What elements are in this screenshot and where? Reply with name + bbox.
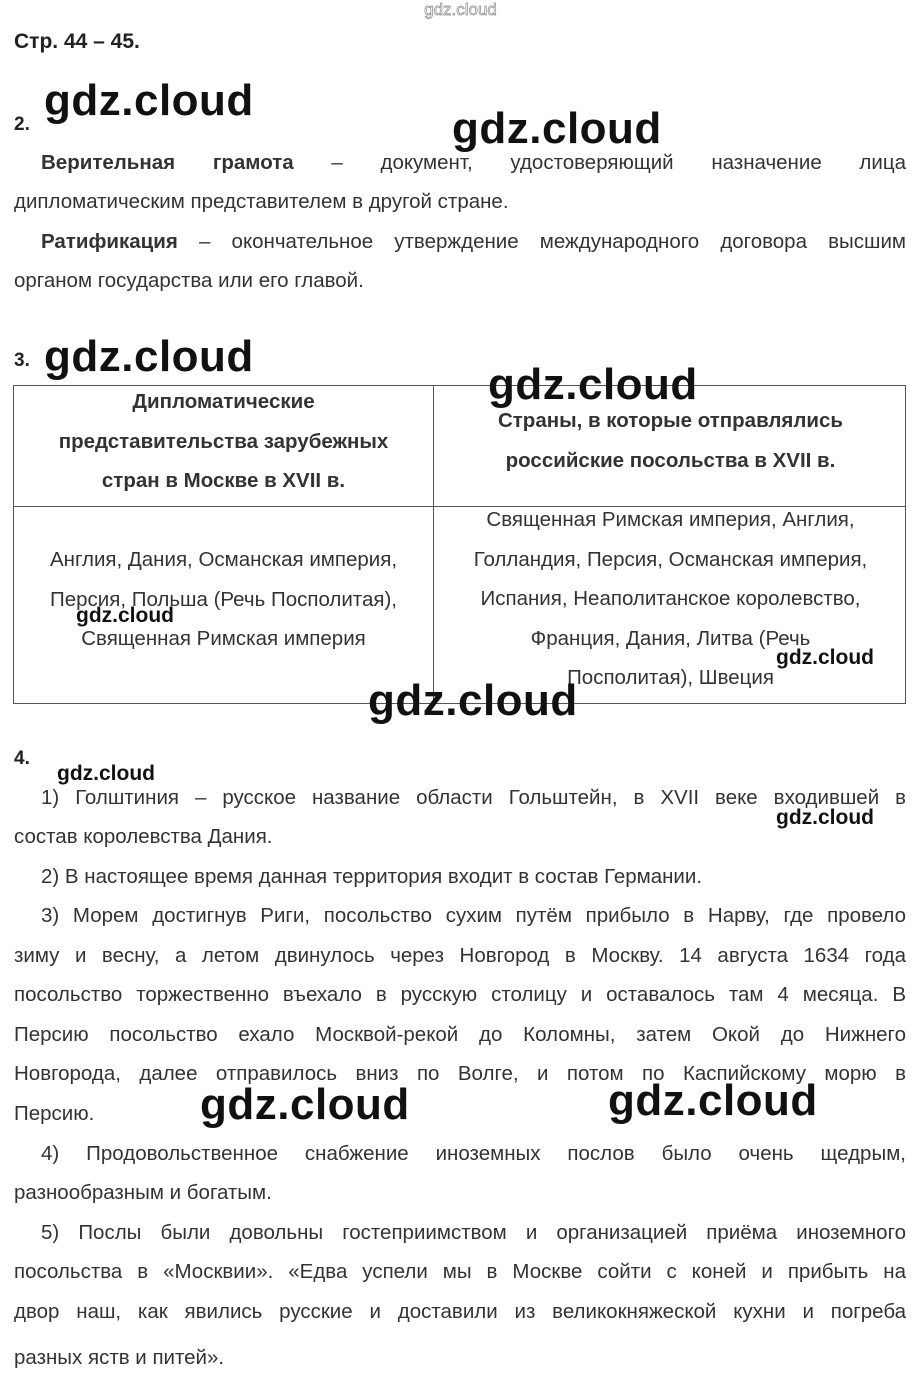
- definition-text-line: дипломатическим представителем в другой стране.: [14, 190, 509, 213]
- header-line: Дипломатические: [132, 390, 315, 413]
- header-line: российские посольства в XVII в.: [505, 448, 836, 472]
- cell-line: Франция, Дания, Литва (Речь: [530, 626, 811, 650]
- watermark: gdz.cloud: [368, 676, 578, 725]
- answer-line: посольства в «Москвии». «Едва успели мы в Москве сойти с коней и прибыть на: [14, 1260, 906, 1283]
- task-2-number: 2.: [14, 114, 30, 135]
- definition-ratification: [14, 222, 906, 262]
- table-header-right: [434, 401, 907, 480]
- watermark: gdz.cloud: [776, 646, 874, 669]
- header-line: Страны, в которые отправлялись: [497, 409, 844, 432]
- answer-line: разнообразным и богатым.: [14, 1181, 272, 1204]
- watermark: gdz.cloud: [452, 104, 662, 153]
- cell-line: Персия, Польша (Речь Посполитая),: [49, 587, 397, 611]
- cell-line: Голландия, Персия, Османская империя,: [473, 547, 868, 571]
- cell-line: Священная Римская империя, Англия,: [486, 508, 855, 531]
- task-3-number: 3.: [14, 350, 30, 371]
- answer-line: 4) Продовольственное снабжение иноземных послов было очень щедрым,: [41, 1142, 906, 1165]
- watermark: gdz.cloud: [608, 1076, 818, 1125]
- embassies-table: [13, 385, 906, 704]
- answer-line: посольство торжественно въехало в русскую столицу и оставалось там 4 месяца. В: [14, 983, 906, 1006]
- answer-line: Новгорода, далее отправилось вниз по Волге, и потом по Каспийскому морю в: [14, 1062, 906, 1085]
- answer-line: 3) Морем достигнув Риги, посольство сухим путём прибыло в Нарву, где провело: [41, 904, 906, 927]
- cell-line: Посполитая), Швеция: [567, 666, 774, 689]
- page-reference: Стр. 44 – 45.: [14, 30, 140, 53]
- watermark: gdz.cloud: [776, 806, 874, 829]
- watermark: gdz.cloud: [57, 762, 155, 785]
- term-credentials: Верительная грамота: [41, 151, 294, 174]
- table-cell-left: [14, 540, 433, 659]
- answer-line: зиму и весну, а летом двинулось через Новгород в Москву. 14 августа 1634 года: [14, 944, 906, 967]
- definition-text: – документ, удостоверяющий назначение лица: [331, 151, 906, 174]
- answer-line: 1) Голштиния – русское название области Гольштейн, в XVII веке входившей в: [41, 786, 906, 809]
- watermark: gdz.cloud: [44, 76, 254, 125]
- watermark: gdz.cloud: [76, 604, 174, 627]
- watermark: gdz.cloud: [200, 1080, 410, 1129]
- answer-line: Персию посольство ехало Москвой-рекой до Коломны, затем Окой до Нижнего: [14, 1023, 906, 1046]
- definition-text: – окончательное утверждение международного договора высшим: [198, 230, 906, 253]
- cell-line: Англия, Дания, Османская империя,: [49, 548, 398, 571]
- watermark: gdz.cloud: [488, 360, 698, 409]
- answer-line: двор наш, как явились русские и доставили из великокняжеской кухни и погреба: [14, 1300, 906, 1323]
- answer-line: 5) Послы были довольны гостеприимством и организацией приёма иноземного: [41, 1221, 906, 1244]
- header-line: представительства зарубежных: [58, 429, 389, 453]
- definition-text-line: органом государства или его главой.: [14, 269, 364, 292]
- site-watermark: gdz.cloud: [424, 0, 497, 19]
- cell-line: Священная Римская империя: [81, 627, 366, 650]
- definition-credentials: [14, 143, 906, 183]
- task-4-number: 4.: [14, 748, 30, 769]
- answer-line: разных яств и питей».: [14, 1346, 225, 1369]
- cell-line: Испания, Неаполитанское королевство,: [480, 587, 861, 610]
- term-ratification: Ратификация: [41, 230, 178, 253]
- answer-line: 2) В настоящее время данная территория входит в состав Германии.: [41, 865, 703, 888]
- answer-line: Персию.: [14, 1102, 95, 1125]
- watermark: gdz.cloud: [44, 332, 254, 381]
- answer-line: состав королевства Дания.: [14, 825, 273, 848]
- header-line: стран в Москве в XVII в.: [101, 469, 346, 492]
- table-header-left: [14, 382, 433, 501]
